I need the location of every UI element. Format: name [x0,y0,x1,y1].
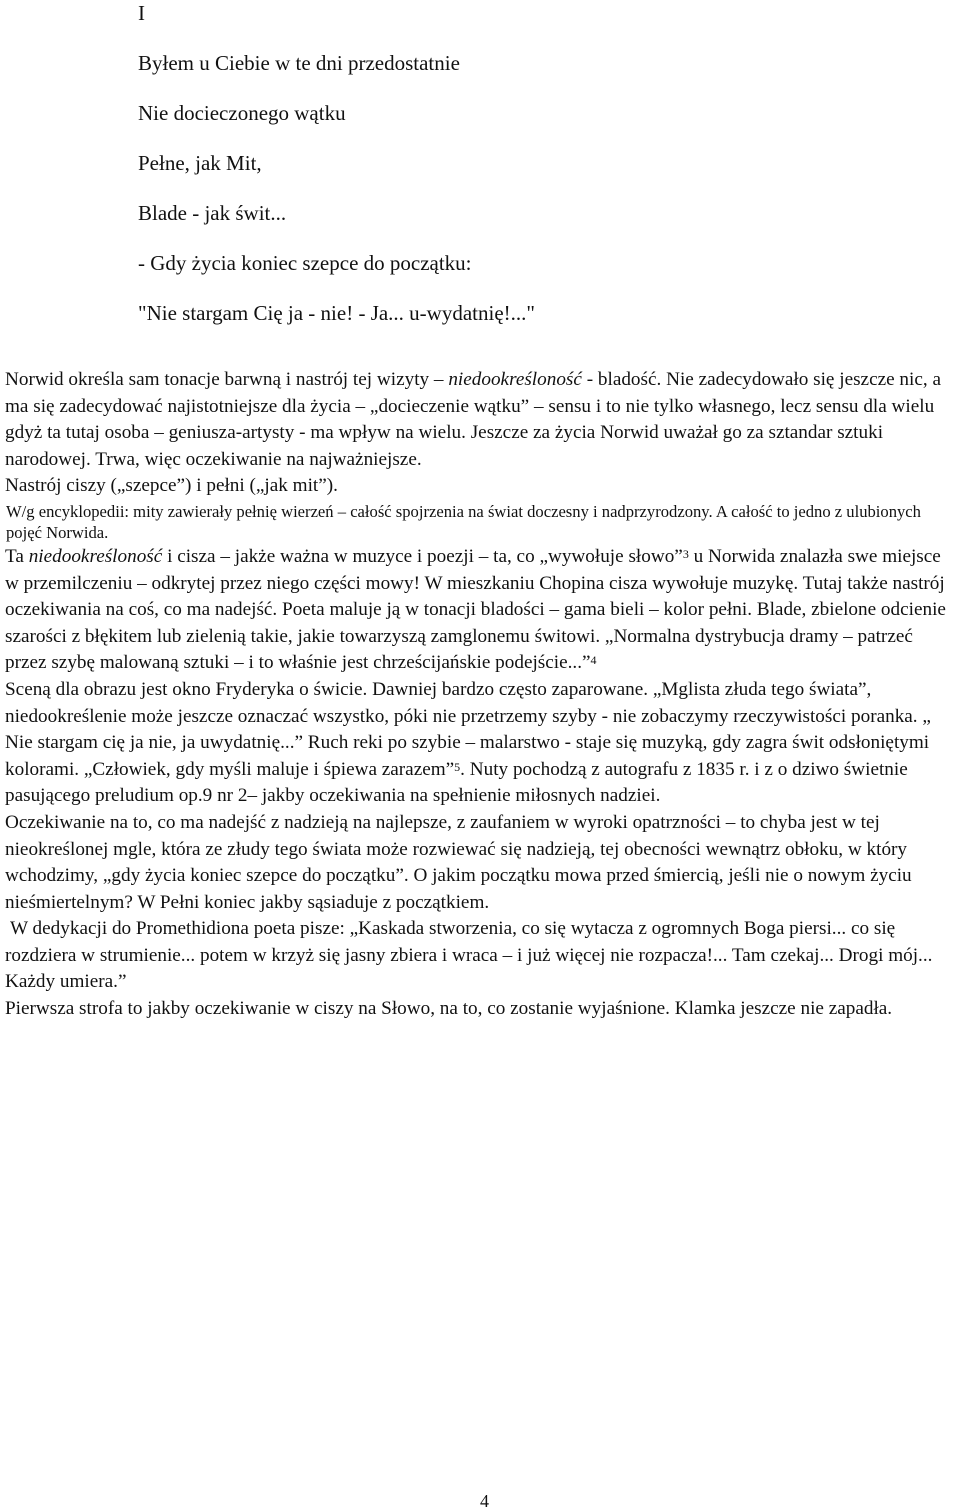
p4-text-c: u Norwida znalazła swe miejsce w przemilczeniu – odkrytej przez niego części mowy! W mieszkaniu Chopina cisza wywołuje muzykę. Tutaj także nastrój oczekiwania na coś, co ma nadejść. Poeta maluje ją w tonacji bladości – gama bieli – kolor pełni. Blade, zbielone odcienie szarości z błękitem lub zielenią takie, jakie towarzyszą zamglonemu świtowi. „Normalna dystrybucja dramy – patrzeć przez szybę malowaną sztuki – i to właśnie jest chrześcijańskie podejście...” [5,545,946,674]
commentary-text [5,367,957,1023]
poem-line-2: Nie docieczonego wątku [138,101,346,125]
paragraph-silence [5,544,957,677]
p4-text-b: i cisza – jakże ważna w muzyce i poezji – ta, co „wywołuje słowo” [162,545,683,567]
poem-line-1: Byłem u Ciebie w te dni przedostatnie [138,51,460,75]
p4-emphasis: niedookreśloność [28,545,163,567]
p4-text-a: Ta [5,545,29,567]
footnote-ref-4: 4 [590,653,597,668]
poem-line-3: Pełne, jak Mit, [138,151,262,175]
poem-line-5: - Gdy życia koniec szepce do początku: [138,251,472,275]
paragraph-expectation: Oczekiwanie na to, co ma nadejść z nadzieją na najlepsze, z zaufaniem w wyroki opatrzności – to chyba jest w tej nieokreślonej mgle, która ze złudy tego świata może rozwiewać się nadzieją, tej obecności wewnątrz obłoku, w który wchodzimy, „gdy życia koniec szepce do początku”. O jakim początku mowa przed śmiercią, jeśli nie o nowym życiu nieśmiertelnym? W Pełni koniec jakby sąsiaduje z początkiem. [5,811,912,913]
footnote-ref-5: 5 [454,759,461,774]
poem-line-6: "Nie stargam Cię ja - nie! - Ja... u-wydatnię!..." [138,301,535,325]
p1-emphasis: niedookreśloność [448,369,582,390]
p1-text-b: - bladość. Nie zadecydowało się jeszcze nic, a ma się zadecydować najistotniejsze dla życia – „docieczenie wątku” – sensu i to nie tylko własnego, lecz sensu dla wielu gdyż ta tutaj osoba – geniusza-artysty - ma wpływ na wielu. Jeszcze za życia Norwid uważał go za sztandar sztuki narodowej. Trwa, więc oczekiwanie na najważniejsze. [5,369,941,470]
paragraph-mood: Nastrój ciszy („szepce”) i pełni („jak mit”). [5,475,338,497]
paragraph-conclusion: Pierwsza strofa to jakby oczekiwanie w ciszy na Słowo, na to, co zostanie wyjaśnione. Klamka jeszcze nie zapadła. [5,998,893,1020]
poem-line-4: Blade - jak świt... [138,201,287,225]
paragraph-window [5,677,957,810]
footnote-ref-3: 3 [682,546,689,561]
page-number: 4 [480,1491,489,1511]
stanza-heading: I [138,1,145,25]
paragraph-encyclopedia-note: W/g encyklopedii: mity zawierały pełnię wierzeń – całość spojrzenia na świat doczesny i nadprzyrodzony. A całość to jedno z ulubionych pojęć Norwida. [6,501,921,543]
p5-text-a: Sceną dla obrazu jest okno Fryderyka o świcie. Dawniej bardzo często zaparowane. „Mglista złuda tego świata”, niedookreślenie może jeszcze oznaczać wszystko, póki nie przetrzemy szyby - nie zobaczymy rzeczywistości poranka. „ Nie stargam cię ja nie, ja uwydatnię...” Ruch reki po szybie – malarstwo - staje się muzyką, gdy zagra świt odsłoniętymi kolorami. „Człowiek, gdy myśli maluje i śpiewa zarazem” [5,678,931,780]
paragraph-tonality [5,367,957,473]
p1-text-a: Norwid określa sam tonacje barwną i nastrój tej wizyty – [5,369,449,390]
poem-stanza [138,0,535,325]
p5-text-b: . Nuty pochodzą z autografu z 1835 r. i z o dziwo świetnie pasującego preludium op.9 nr 2– jakby oczekiwania na spełnienie miłosnych nadziei. [5,758,908,807]
paragraph-dedication: W dedykacji do Promethidiona poeta pisze: „Kaskada stworzenia, co się wytacza z ogromnych Boga piersi... co się rozdziera w strumienie... potem w krzyż się jasny zbiera i wraca – i już więcej nie rozpacza!... Tam czekaj... Drogi mój... Każdy umiera.” [5,918,933,993]
